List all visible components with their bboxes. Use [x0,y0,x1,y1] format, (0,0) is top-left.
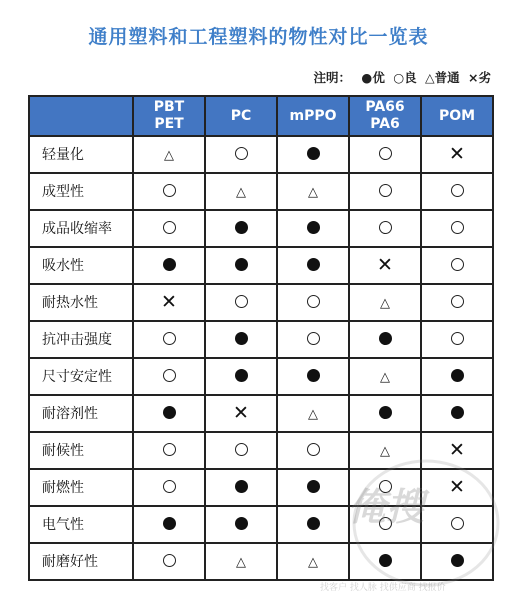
table-row [29,173,493,210]
rating-cell [205,210,277,247]
column-header: PBT PET [133,96,205,136]
legend-text: 劣 [478,70,491,85]
excellent-dot-icon [235,477,248,498]
rating-cell [421,395,493,432]
legend-symbol: ● [361,70,373,85]
poor-cross-icon [449,144,465,165]
rating-cell [205,432,277,469]
rating-cell [421,358,493,395]
rating-cell [133,469,205,506]
rating-cell [421,210,493,247]
table-row [29,284,493,321]
legend [314,68,495,86]
excellent-dot-icon [379,403,392,424]
rating-cell [349,210,421,247]
column-header: POM [421,96,493,136]
rating-cell [205,247,277,284]
good-circle-icon [235,144,248,165]
page-title: 通用塑料和工程塑料的物性对比一览表 [88,26,429,48]
rating-cell [133,173,205,210]
excellent-dot-icon [163,403,176,424]
good-circle-icon [307,329,320,350]
rating-cell [133,247,205,284]
excellent-dot-icon [307,144,320,165]
watermark-subtitle: 找客户 找人脉 找供应商 找报价 [320,583,446,593]
column-header: PC [205,96,277,136]
rating-cell [349,173,421,210]
normal-triangle-icon [308,550,318,571]
good-circle-icon [235,440,248,461]
rating-cell [277,247,349,284]
poor-cross-icon [233,403,249,424]
rating-cell [349,247,421,284]
excellent-dot-icon [307,218,320,239]
rating-cell [205,284,277,321]
excellent-dot-icon [163,255,176,276]
rating-cell [277,506,349,543]
good-circle-icon [163,329,176,350]
rating-cell [205,469,277,506]
excellent-dot-icon [235,218,248,239]
table-row [29,247,493,284]
rating-cell [277,432,349,469]
rating-cell [133,210,205,247]
rating-cell [133,284,205,321]
excellent-dot-icon [235,366,248,387]
excellent-dot-icon [307,514,320,535]
good-circle-icon [307,292,320,313]
legend-item-good [393,70,416,85]
rating-cell [205,543,277,580]
table-row [29,543,493,580]
rating-cell [205,395,277,432]
excellent-dot-icon [379,329,392,350]
poor-cross-icon [161,292,177,313]
rating-cell [421,321,493,358]
excellent-dot-icon [379,551,392,572]
table-row [29,321,493,358]
normal-triangle-icon [308,402,318,423]
normal-triangle-icon [380,291,390,312]
rating-cell [421,469,493,506]
normal-triangle-icon [236,180,246,201]
table-row [29,358,493,395]
column-header: mPPO [277,96,349,136]
rating-cell [349,432,421,469]
poor-cross-icon [449,440,465,461]
excellent-dot-icon [163,514,176,535]
rating-cell [421,136,493,173]
comparison-table [28,95,494,581]
rating-cell [349,395,421,432]
rating-cell [205,136,277,173]
good-circle-icon [379,477,392,498]
rating-cell [421,247,493,284]
rating-cell [277,210,349,247]
poor-cross-icon [377,255,393,276]
excellent-dot-icon [451,366,464,387]
legend-item-excellent [361,70,384,85]
rating-cell [349,136,421,173]
poor-cross-icon [449,477,465,498]
excellent-dot-icon [235,329,248,350]
property-label: 成品收缩率 [29,210,133,247]
excellent-dot-icon [451,551,464,572]
table-row [29,469,493,506]
good-circle-icon [163,366,176,387]
property-label: 吸水性 [29,247,133,284]
table-header-row [29,96,493,136]
good-circle-icon [163,551,176,572]
good-circle-icon [451,292,464,313]
good-circle-icon [163,440,176,461]
rating-cell [421,543,493,580]
excellent-dot-icon [235,514,248,535]
property-label: 耐热水性 [29,284,133,321]
good-circle-icon [163,181,176,202]
rating-cell [349,543,421,580]
rating-cell [277,284,349,321]
rating-cell [349,506,421,543]
rating-cell [277,543,349,580]
excellent-dot-icon [307,255,320,276]
good-circle-icon [379,514,392,535]
legend-text: 优 [372,70,385,85]
good-circle-icon [451,329,464,350]
table-body [29,136,493,580]
rating-cell [277,395,349,432]
rating-cell [133,543,205,580]
rating-cell [205,358,277,395]
good-circle-icon [451,514,464,535]
rating-cell [349,358,421,395]
table-row [29,432,493,469]
rating-cell [421,432,493,469]
table-row [29,395,493,432]
table-row [29,136,493,173]
property-label: 耐溶剂性 [29,395,133,432]
excellent-dot-icon [451,403,464,424]
rating-cell [421,284,493,321]
good-circle-icon [451,218,464,239]
property-label: 尺寸安定性 [29,358,133,395]
rating-cell [205,173,277,210]
good-circle-icon [307,440,320,461]
good-circle-icon [379,144,392,165]
legend-text: 良 [404,70,417,85]
rating-cell [277,136,349,173]
good-circle-icon [163,477,176,498]
good-circle-icon [451,181,464,202]
rating-cell [421,506,493,543]
normal-triangle-icon [236,550,246,571]
legend-label: 注明： [313,70,352,85]
rating-cell [421,173,493,210]
rating-cell [205,506,277,543]
rating-cell [205,321,277,358]
good-circle-icon [379,181,392,202]
normal-triangle-icon [164,143,174,164]
legend-symbol: × [468,70,479,85]
header-corner [29,96,133,136]
property-label: 耐磨好性 [29,543,133,580]
rating-cell [133,321,205,358]
legend-item-normal [425,70,460,85]
normal-triangle-icon [380,365,390,386]
legend-item-poor [468,70,491,85]
good-circle-icon [451,255,464,276]
legend-text: 普通 [434,70,460,85]
good-circle-icon [379,218,392,239]
table-row [29,210,493,247]
watermark-text: 俺搜 [348,484,425,529]
property-label: 耐燃性 [29,469,133,506]
rating-cell [133,136,205,173]
table-row [29,506,493,543]
rating-cell [277,469,349,506]
rating-cell [133,432,205,469]
property-label: 成型性 [29,173,133,210]
rating-cell [277,358,349,395]
excellent-dot-icon [307,477,320,498]
property-label: 耐候性 [29,432,133,469]
rating-cell [277,321,349,358]
rating-cell [277,173,349,210]
normal-triangle-icon [380,439,390,460]
rating-cell [349,469,421,506]
legend-symbol: ○ [393,70,405,85]
excellent-dot-icon [307,366,320,387]
column-header: PA66 PA6 [349,96,421,136]
good-circle-icon [235,292,248,313]
rating-cell [133,395,205,432]
good-circle-icon [163,218,176,239]
rating-cell [133,358,205,395]
property-label: 轻量化 [29,136,133,173]
rating-cell [133,506,205,543]
rating-cell [349,284,421,321]
excellent-dot-icon [235,255,248,276]
legend-symbol: △ [425,70,435,85]
property-label: 电气性 [29,506,133,543]
rating-cell [349,321,421,358]
property-label: 抗冲击强度 [29,321,133,358]
normal-triangle-icon [308,180,318,201]
